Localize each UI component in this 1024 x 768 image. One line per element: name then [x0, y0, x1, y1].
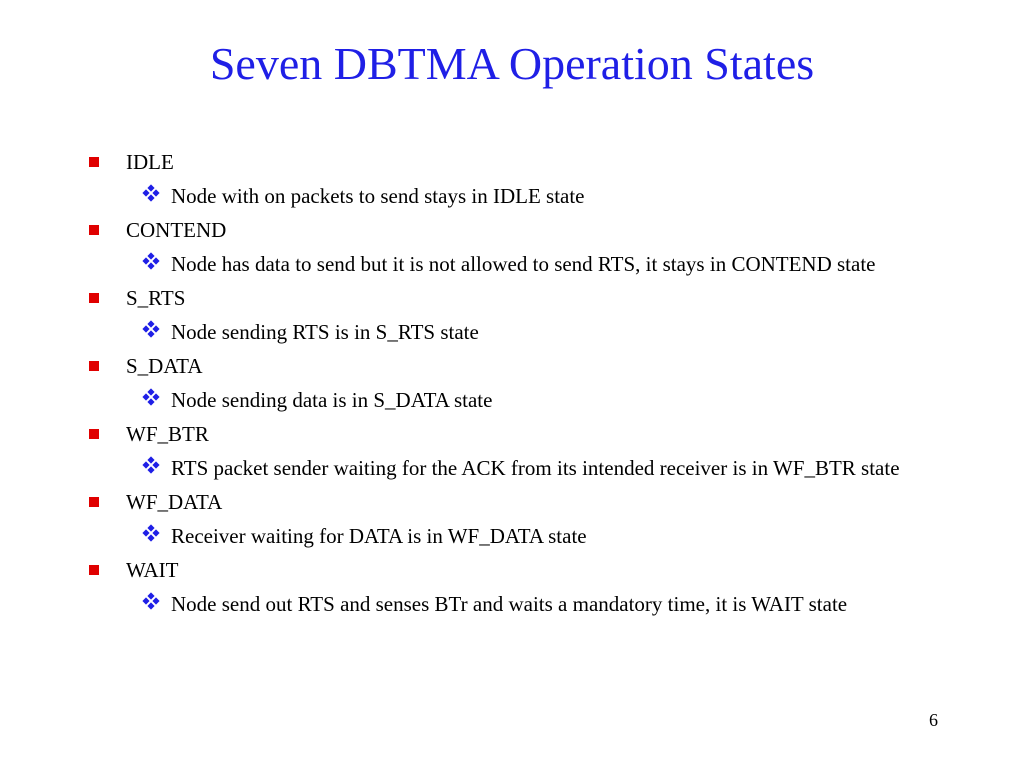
state-description-row [88, 318, 928, 346]
state-description-row [88, 454, 928, 482]
state-description-row [88, 590, 928, 618]
state-heading: S_DATA [126, 354, 203, 378]
state-heading-row [88, 420, 928, 448]
state-description-row [88, 386, 928, 414]
square-bullet-icon [89, 429, 99, 439]
square-bullet-icon [89, 361, 99, 371]
state-heading: CONTEND [126, 218, 227, 242]
state-heading: IDLE [126, 150, 174, 174]
state-description-row [88, 522, 928, 550]
state-heading: S_RTS [126, 286, 186, 310]
page-number: 6 [929, 710, 938, 730]
state-heading: WF_DATA [126, 490, 223, 514]
diamond-bullet-icon [140, 522, 162, 550]
state-description: Node sending data is in S_DATA state [171, 388, 493, 412]
state-item [88, 556, 928, 618]
state-heading-row [88, 352, 928, 380]
diamond-bullet-icon [140, 386, 162, 414]
state-item [88, 284, 928, 346]
diamond-bullet-icon [140, 454, 162, 482]
diamond-bullet-icon [140, 590, 162, 618]
state-description: Node send out RTS and senses BTr and waits a mandatory time, it is WAIT state [171, 592, 848, 616]
diamond-bullet-icon [140, 250, 162, 278]
state-heading-row [88, 284, 928, 312]
bullet-list [88, 148, 928, 624]
diamond-bullet-icon [140, 318, 162, 346]
state-description: Receiver waiting for DATA is in WF_DATA state [171, 524, 587, 548]
state-item [88, 488, 928, 550]
square-bullet-icon [89, 293, 99, 303]
state-description: Node with on packets to send stays in IDLE state [171, 184, 585, 208]
slide-title: Seven DBTMA Operation States [209, 38, 815, 89]
state-description-row [88, 250, 928, 278]
square-bullet-icon [89, 565, 99, 575]
square-bullet-icon [89, 225, 99, 235]
diamond-bullet-icon [140, 182, 162, 210]
state-heading-row [88, 148, 928, 176]
state-heading: WF_BTR [126, 422, 209, 446]
state-item [88, 352, 928, 414]
state-description: Node has data to send but it is not allowed to send RTS, it stays in CONTEND state [171, 252, 876, 276]
state-item [88, 420, 928, 482]
state-description: RTS packet sender waiting for the ACK from its intended receiver is in WF_BTR state [171, 456, 900, 480]
state-heading-row [88, 216, 928, 244]
state-heading-row [88, 556, 928, 584]
state-heading: WAIT [126, 558, 179, 582]
state-item [88, 216, 928, 278]
state-heading-row [88, 488, 928, 516]
state-item [88, 148, 928, 210]
state-description: Node sending RTS is in S_RTS state [171, 320, 479, 344]
state-description-row [88, 182, 928, 210]
square-bullet-icon [89, 157, 99, 167]
square-bullet-icon [89, 497, 99, 507]
